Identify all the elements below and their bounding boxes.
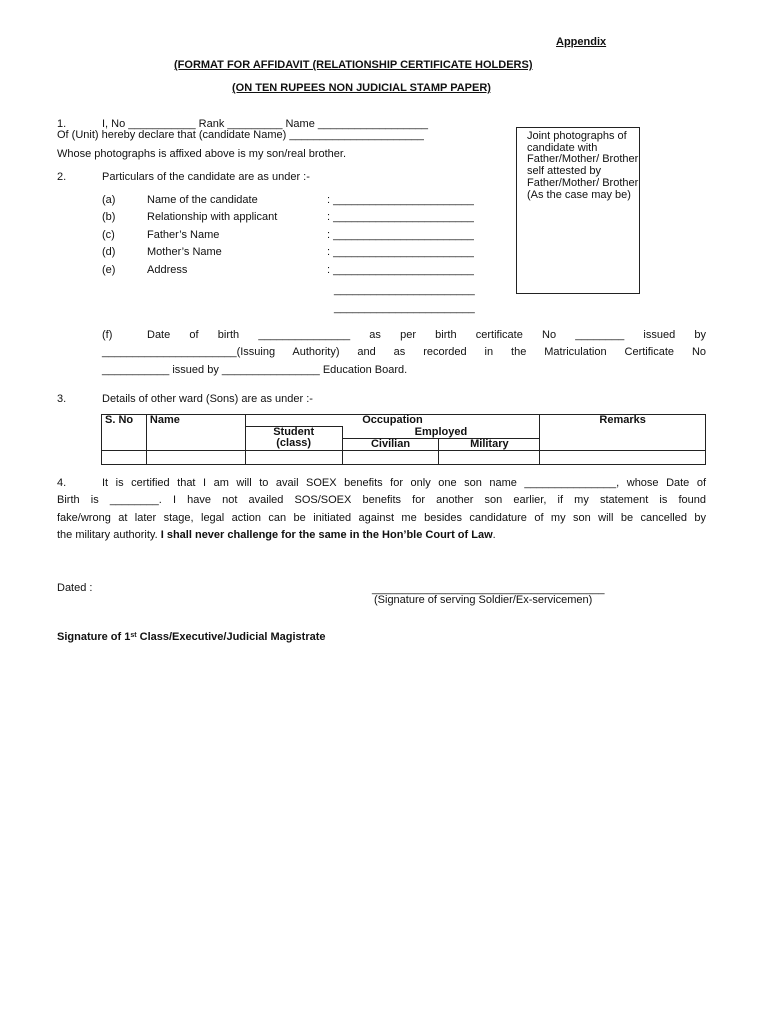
table-row <box>102 450 706 464</box>
item-c-label: Father’s Name <box>147 229 220 241</box>
document-subtitle: (ON TEN RUPEES NON JUDICIAL STAMP PAPER) <box>232 82 491 94</box>
para3-number: 3. <box>57 393 67 405</box>
para4-line4-end: . <box>492 529 496 541</box>
para4-line4-normal: the military authority. <box>57 529 158 541</box>
col-header-civilian: Civilian <box>342 438 439 450</box>
photo-box <box>516 127 640 294</box>
table-cell <box>540 450 706 464</box>
para4-line4 <box>57 529 496 542</box>
col-header-sno: S. No <box>102 415 147 451</box>
para4-line2: Birth is ________. I have not availed SOS/SOEX benefits for another son earlier, if my statement is found <box>57 494 706 506</box>
item-e-letter: (e) <box>102 264 116 276</box>
item-f-line1: Date of birth _______________ as per birth certificate No ________ issued by <box>147 329 706 341</box>
table-cell <box>245 450 342 464</box>
item-b-label: Relationship with applicant <box>147 211 278 223</box>
para1-line2: Of (Unit) hereby declare that (candidate Name) ______________________ <box>57 129 424 141</box>
item-d-label: Mother’s Name <box>147 246 222 258</box>
col-header-remarks: Remarks <box>540 415 706 451</box>
para4-line3: fake/wrong at later stage, legal action can be initiated against me besides candidature of my son will be cancelled by <box>57 512 706 524</box>
item-f-line2: ______________________(Issuing Authority) and as recorded in the Matriculation Certificate No <box>102 346 706 358</box>
para2-intro: Particulars of the candidate are as under :- <box>102 171 310 183</box>
col-header-military: Military <box>439 438 540 450</box>
table-cell <box>439 450 540 464</box>
address-extra-line-1: _______________________ <box>334 284 475 296</box>
photo-box-text: Joint photographs of candidate with Father/Mother/ Brother self attested by Father/Mother/ Brother (As the case may be) <box>527 130 639 201</box>
address-extra-line-2: _______________________ <box>334 302 475 314</box>
para1-line3: Whose photographs is affixed above is my son/real brother. <box>57 148 347 160</box>
item-a-letter: (a) <box>102 194 116 206</box>
para4-line1: It is certified that I am will to avail SOEX benefits for only one son name _______________, whose Date of <box>102 477 706 489</box>
item-b-letter: (b) <box>102 211 116 223</box>
col-header-name: Name <box>146 415 245 451</box>
table-cell <box>102 450 147 464</box>
soldier-signature-label: (Signature of serving Soldier/Ex-servicemen) <box>374 594 593 606</box>
magistrate-post: Class/Executive/Judicial Magistrate <box>136 631 326 643</box>
col-header-student <box>245 427 342 451</box>
para2-number: 2. <box>57 171 67 183</box>
table-cell <box>342 450 439 464</box>
item-f-line3: ___________ issued by ________________ Education Board. <box>102 364 408 376</box>
student-class-label: (class) <box>276 437 312 449</box>
item-d-letter: (d) <box>102 246 116 258</box>
student-label: Student <box>273 426 315 438</box>
item-c-letter: (c) <box>102 229 115 241</box>
col-header-employed: Employed <box>342 427 540 439</box>
ward-table <box>101 414 706 465</box>
para3-intro: Details of other ward (Sons) are as under :- <box>102 393 313 405</box>
appendix-label: Appendix <box>556 36 607 48</box>
magistrate-signature-label <box>57 631 326 644</box>
item-e-label: Address <box>147 264 188 276</box>
para1-number: 1. <box>57 118 67 130</box>
item-c-blank: : _______________________ <box>327 229 474 241</box>
item-f-letter: (f) <box>102 329 113 341</box>
item-b-blank: : _______________________ <box>327 211 474 223</box>
item-a-blank: : _______________________ <box>327 194 474 206</box>
dated-label: Dated : <box>57 582 93 594</box>
table-cell <box>146 450 245 464</box>
item-d-blank: : _______________________ <box>327 246 474 258</box>
item-a-label: Name of the candidate <box>147 194 258 206</box>
para4-line4-bold: I shall never challenge for the same in the Hon’ble Court of Law <box>160 529 493 541</box>
signature-line: ______________________________________ <box>372 583 605 595</box>
document-title: (FORMAT FOR AFFIDAVIT (RELATIONSHIP CERTIFICATE HOLDERS) <box>174 59 533 71</box>
para1-line1: I, No ___________ Rank _________ Name __________________ <box>102 118 429 130</box>
col-header-occupation: Occupation <box>245 415 540 427</box>
magistrate-sup: st <box>130 632 137 639</box>
magistrate-pre: Signature of 1 <box>57 631 131 643</box>
para4-number: 4. <box>57 477 67 489</box>
item-e-blank: : _______________________ <box>327 264 474 276</box>
